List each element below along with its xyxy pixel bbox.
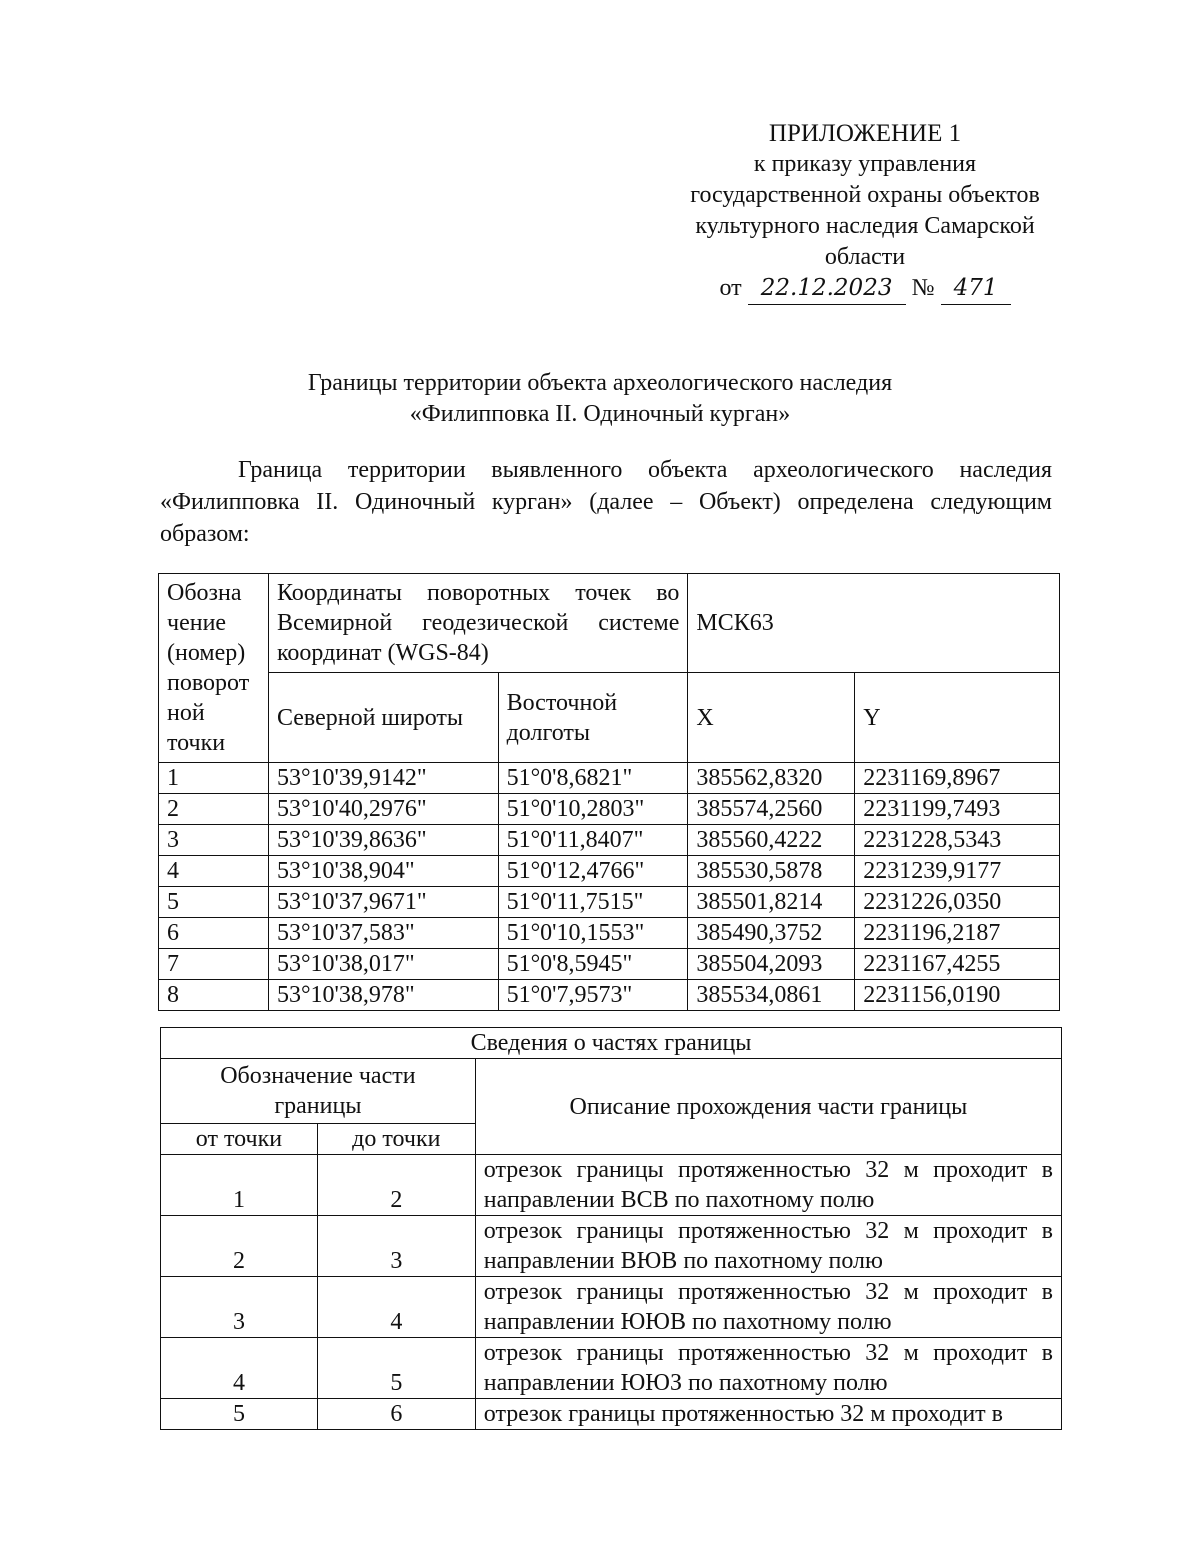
- y-value: 2231199,7493: [855, 794, 1060, 825]
- point-number: 4: [159, 856, 269, 887]
- longitude: 51°0'10,2803": [498, 794, 688, 825]
- appendix-line-1: к приказу управления: [753, 151, 977, 177]
- appendix-title: ПРИЛОЖЕНИЕ 1: [768, 120, 962, 147]
- y-value: 2231228,5343: [855, 825, 1060, 856]
- latitude: 53°10'39,8636": [268, 825, 498, 856]
- col-y-header: Y: [855, 673, 1060, 763]
- heading-line-1: Границы территории объекта археологического наследия: [307, 370, 893, 396]
- col-lat-header: Северной широты: [268, 673, 498, 763]
- from-point: 4: [161, 1338, 318, 1399]
- table-row: [159, 856, 1060, 887]
- from-point: 2: [161, 1216, 318, 1277]
- longitude: 51°0'12,4766": [498, 856, 688, 887]
- table-row: [161, 1155, 1062, 1216]
- y-value: 2231167,4255: [855, 949, 1060, 980]
- point-number: 5: [159, 887, 269, 918]
- to-point: 6: [317, 1399, 475, 1430]
- table-row: [159, 949, 1060, 980]
- boundary-parts-table: [160, 1027, 1062, 1430]
- table-row: [161, 1338, 1062, 1399]
- appendix-line-3: культурного наследия Самарской: [695, 213, 1035, 239]
- x-value: 385504,2093: [688, 949, 855, 980]
- table-row: [161, 1216, 1062, 1277]
- point-number: 3: [159, 825, 269, 856]
- col-desc-header: Описание прохождения части границы: [475, 1059, 1061, 1155]
- latitude: 53°10'38,978": [268, 980, 498, 1011]
- to-point: 2: [317, 1155, 475, 1216]
- point-number: 1: [159, 763, 269, 794]
- y-value: 2231226,0350: [855, 887, 1060, 918]
- longitude: 51°0'10,1553": [498, 918, 688, 949]
- y-value: 2231239,9177: [855, 856, 1060, 887]
- x-value: 385560,4222: [688, 825, 855, 856]
- col-point-header: Обозна чение (номер) поворот ной точки: [159, 574, 269, 763]
- table-row: [161, 1277, 1062, 1338]
- part-description: отрезок границы протяженностью 32 м проходит в направлении ВСВ по пахотному полю: [475, 1155, 1061, 1216]
- y-value: 2231196,2187: [855, 918, 1060, 949]
- latitude: 53°10'37,9671": [268, 887, 498, 918]
- appendix-line-4: области: [824, 244, 906, 270]
- from-point: 5: [161, 1399, 318, 1430]
- coordinates-table: [158, 573, 1060, 1011]
- intro-paragraph: Граница территории выявленного объекта археологического наследия «Филипповка II. Одиночный курган» (далее – Объект) определена следующим образом:: [160, 457, 1052, 547]
- table-row: [159, 887, 1060, 918]
- order-number: 471: [941, 273, 1011, 305]
- x-value: 385530,5878: [688, 856, 855, 887]
- part-description: отрезок границы протяженностью 32 м проходит в направлении ЮЮВ по пахотному полю: [475, 1277, 1061, 1338]
- y-value: 2231169,8967: [855, 763, 1060, 794]
- col-msk-header: МСК63: [688, 574, 1060, 673]
- x-value: 385490,3752: [688, 918, 855, 949]
- point-number: 2: [159, 794, 269, 825]
- x-value: 385534,0861: [688, 980, 855, 1011]
- col-x-header: X: [688, 673, 855, 763]
- parts-table-title: Сведения о частях границы: [161, 1028, 1062, 1059]
- date-line: [719, 273, 1010, 305]
- col-part-header: Обозначение части границы: [161, 1059, 476, 1124]
- to-point: 4: [317, 1277, 475, 1338]
- part-description: отрезок границы протяженностью 32 м проходит в: [475, 1399, 1061, 1430]
- point-number: 6: [159, 918, 269, 949]
- appendix-line-2: государственной охраны объектов: [690, 182, 1040, 208]
- col-lon-header: Восточной долготы: [498, 673, 688, 763]
- longitude: 51°0'8,5945": [498, 949, 688, 980]
- col-wgs-header: Координаты поворотных точек во Всемирной геодезической системе координат (WGS-84): [268, 574, 687, 673]
- from-point: 3: [161, 1277, 318, 1338]
- order-date: 22.12.2023: [748, 273, 906, 305]
- part-description: отрезок границы протяженностью 32 м проходит в направлении ВЮВ по пахотному полю: [475, 1216, 1061, 1277]
- longitude: 51°0'11,7515": [498, 887, 688, 918]
- table-row: [161, 1399, 1062, 1430]
- x-value: 385562,8320: [688, 763, 855, 794]
- to-point: 5: [317, 1338, 475, 1399]
- latitude: 53°10'37,583": [268, 918, 498, 949]
- number-prefix: №: [911, 275, 935, 301]
- x-value: 385574,2560: [688, 794, 855, 825]
- table-row: [159, 794, 1060, 825]
- latitude: 53°10'40,2976": [268, 794, 498, 825]
- col-from-header: от точки: [161, 1124, 318, 1155]
- from-point: 1: [161, 1155, 318, 1216]
- date-prefix: от: [719, 275, 742, 301]
- appendix-block: [655, 118, 1075, 305]
- latitude: 53°10'38,017": [268, 949, 498, 980]
- point-number: 8: [159, 980, 269, 1011]
- longitude: 51°0'11,8407": [498, 825, 688, 856]
- document-heading: [150, 368, 1050, 430]
- heading-line-2: «Филипповка II. Одиночный курган»: [409, 401, 791, 427]
- table-row: [159, 980, 1060, 1011]
- latitude: 53°10'38,904": [268, 856, 498, 887]
- col-to-header: до точки: [317, 1124, 475, 1155]
- longitude: 51°0'8,6821": [498, 763, 688, 794]
- table-row: [159, 763, 1060, 794]
- latitude: 53°10'39,9142": [268, 763, 498, 794]
- to-point: 3: [317, 1216, 475, 1277]
- x-value: 385501,8214: [688, 887, 855, 918]
- y-value: 2231156,0190: [855, 980, 1060, 1011]
- table-row: [159, 825, 1060, 856]
- point-number: 7: [159, 949, 269, 980]
- longitude: 51°0'7,9573": [498, 980, 688, 1011]
- part-description: отрезок границы протяженностью 32 м проходит в направлении ЮЮЗ по пахотному полю: [475, 1338, 1061, 1399]
- table-row: [159, 918, 1060, 949]
